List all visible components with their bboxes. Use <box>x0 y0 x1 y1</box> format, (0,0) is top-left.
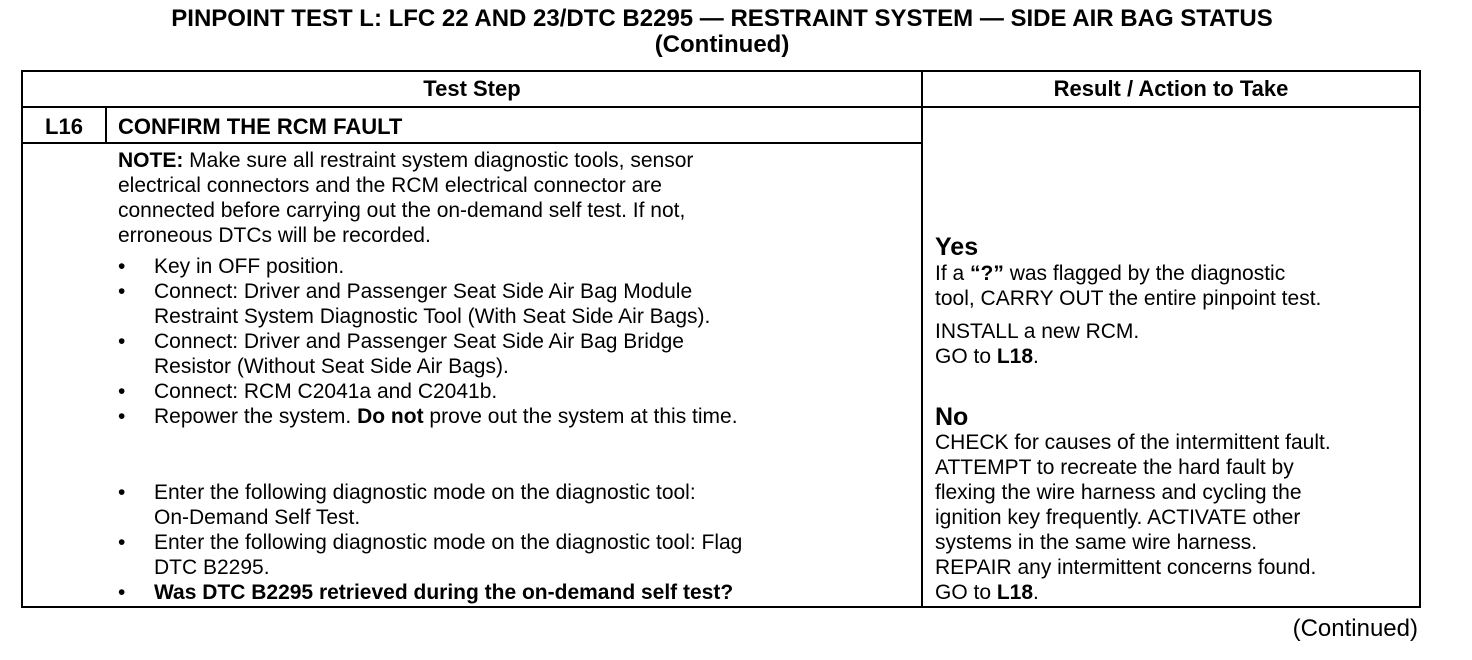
step-id: L16 <box>45 114 83 139</box>
header-test-step: Test Step <box>423 76 521 101</box>
result-no-text: REPAIR any intermittent concerns found. <box>935 556 1317 579</box>
note-line: erroneous DTCs will be recorded. <box>118 224 431 247</box>
result-no-text: ignition key frequently. ACTIVATE other <box>935 506 1301 529</box>
list-item-text: On-Demand Self Test. <box>154 506 361 529</box>
result-text: . <box>1033 345 1039 368</box>
note-label: NOTE: <box>118 149 184 172</box>
bullet-icon: • <box>118 330 126 353</box>
result-no-label: No <box>935 403 969 431</box>
result-no-text: flexing the wire harness and cycling the <box>935 481 1302 504</box>
header-divider <box>23 106 1419 108</box>
list-item-text: Connect: Driver and Passenger Seat Side Air Bag Module <box>154 280 693 303</box>
result-no-goto <box>935 580 1039 605</box>
step-reference: L18 <box>996 345 1034 368</box>
list-item-text: Enter the following diagnostic mode on the diagnostic tool: Flag <box>154 531 743 554</box>
result-no-text: systems in the same wire harness. <box>935 531 1258 554</box>
list-item-text: DTC B2295. <box>154 556 270 579</box>
result-yes-text: INSTALL a new RCM. <box>935 320 1140 343</box>
result-text: If a <box>935 262 971 285</box>
bullet-icon: • <box>118 255 126 278</box>
list-item-text: Connect: RCM C2041a and C2041b. <box>154 380 498 403</box>
step-reference: L18 <box>996 581 1034 604</box>
bullet-icon: • <box>118 380 126 403</box>
result-yes-text: tool, CARRY OUT the entire pinpoint test. <box>935 287 1322 310</box>
continued-footer: (Continued) <box>1292 615 1418 642</box>
emphasis-text: Do not <box>357 405 424 428</box>
bullet-icon: • <box>118 581 126 604</box>
step-title-divider <box>23 142 921 144</box>
result-text: was flagged by the diagnostic <box>1003 262 1286 285</box>
bullet-icon: • <box>118 481 126 504</box>
list-item-text: Connect: Driver and Passenger Seat Side Air Bag Bridge <box>154 330 684 353</box>
page-subtitle: (Continued) <box>654 31 790 58</box>
result-text: . <box>1033 581 1039 604</box>
bullet-icon: • <box>118 531 126 554</box>
pinpoint-test-table <box>21 70 1421 608</box>
column-divider <box>921 72 923 606</box>
list-item-text: Resistor (Without Seat Side Air Bags). <box>154 355 509 378</box>
result-yes-label: Yes <box>935 233 979 261</box>
question-text: Was DTC B2295 retrieved during the on-demand self test? <box>154 581 734 604</box>
list-item-text: Key in OFF position. <box>154 255 345 278</box>
page-title: PINPOINT TEST L: LFC 22 AND 23/DTC B2295 — RESTRAINT SYSTEM — SIDE AIR BAG STATUS <box>171 5 1273 32</box>
header-result-action: Result / Action to Take <box>1053 76 1289 101</box>
result-yes-goto <box>935 344 1039 369</box>
note-line: connected before carrying out the on-demand self test. If not, <box>118 199 686 222</box>
step-id-divider <box>105 106 107 142</box>
list-item-text: Repower the system. <box>154 405 358 428</box>
note-block <box>118 148 908 248</box>
step-title: CONFIRM THE RCM FAULT <box>118 114 403 139</box>
flag-symbol: “?” <box>970 262 1004 285</box>
result-yes-text <box>935 261 1285 286</box>
bullet-icon: • <box>118 405 126 428</box>
list-item-text: Restraint System Diagnostic Tool (With Seat Side Air Bags). <box>154 305 711 328</box>
note-line: electrical connectors and the RCM electrical connector are <box>118 174 662 197</box>
list-item-text: Enter the following diagnostic mode on the diagnostic tool: <box>154 481 696 504</box>
bullet-icon: • <box>118 280 126 303</box>
note-line: Make sure all restraint system diagnostic tools, sensor <box>183 149 694 172</box>
result-text: GO to <box>935 345 997 368</box>
result-text: GO to <box>935 581 997 604</box>
list-item-text: prove out the system at this time. <box>423 405 738 428</box>
result-no-text: ATTEMPT to recreate the hard fault by <box>935 456 1294 479</box>
result-no-text: CHECK for causes of the intermittent fault. <box>935 431 1331 454</box>
